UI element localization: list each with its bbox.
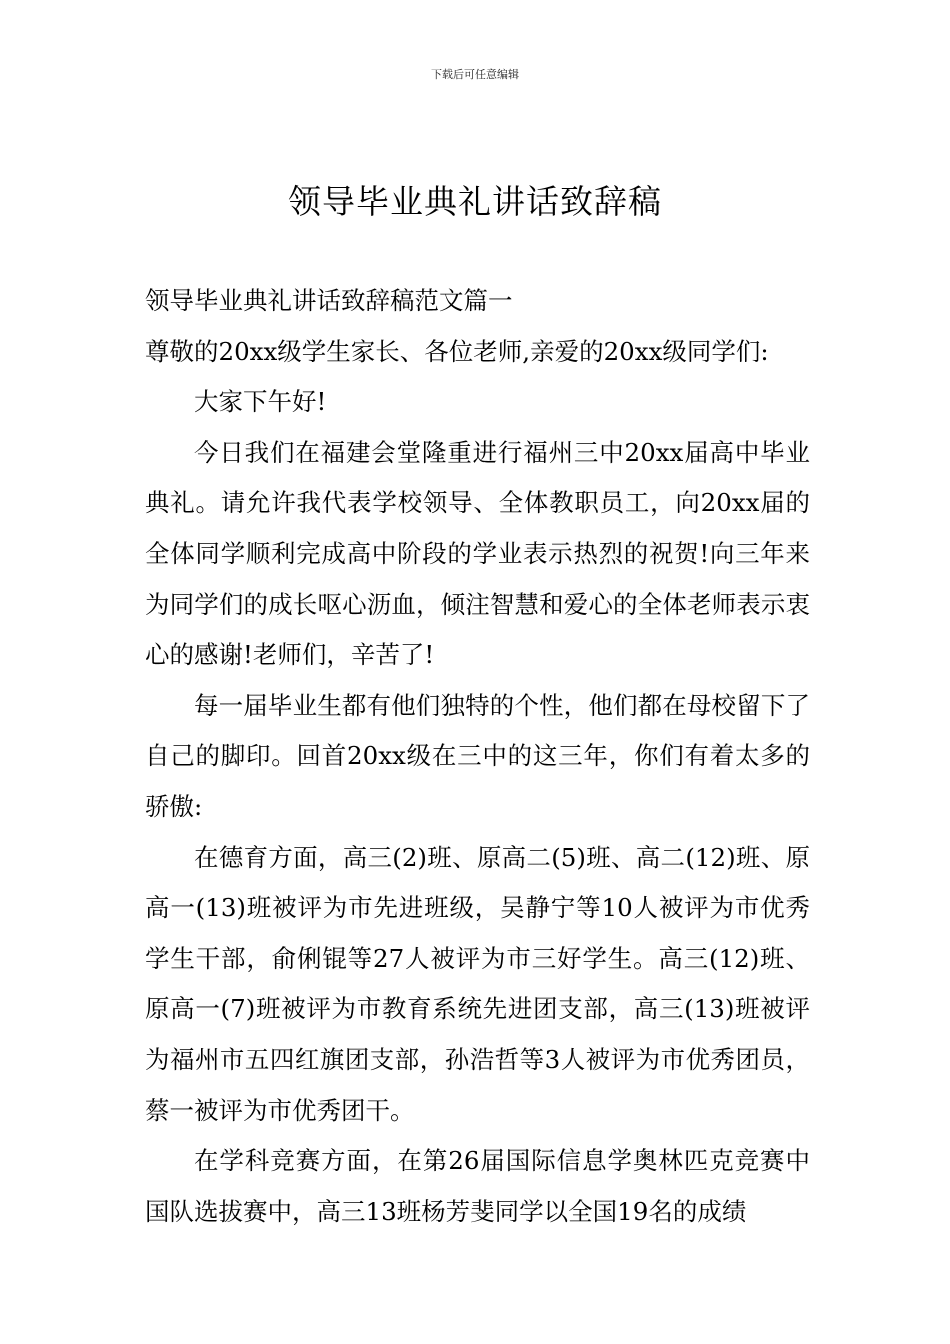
document-title: 领导毕业典礼讲话致辞稿	[288, 182, 662, 221]
document-body	[145, 276, 810, 1237]
paragraph-greeting: 大家下午好!	[194, 387, 327, 417]
paragraph-competitions: 在学科竞赛方面，在第26届国际信息学奥林匹克竞赛中国队选拔赛中，高三13班杨芳斐同学以全国19名的成绩	[145, 1146, 810, 1226]
header-note: 下载后可任意编辑	[431, 68, 519, 81]
paragraph-moral-education: 在德育方面，高三(2)班、原高二(5)班、高二(12)班、原高一(13)班被评为市先进班级，吴静宁等10人被评为市优秀学生干部，俞俐锟等27人被评为市三好学生。高三(12)班、原高一(7)班被评为市教育系统先进团支部，高三(13)班被评为福州市五四红旗团支部，孙浩哲等3人被评为市优秀团员，蔡一被评为市优秀团干。	[145, 842, 810, 1125]
paragraph-congratulations: 今日我们在福建会堂隆重进行福州三中20xx届高中毕业典礼。请允许我代表学校领导、全体教职员工，向20xx届的全体同学顺利完成高中阶段的学业表示热烈的祝贺!向三年来为同学们的成长呕心沥血，倾注智慧和爱心的全体老师表示衷心的感谢!老师们，辛苦了!	[145, 437, 810, 670]
document-subtitle: 领导毕业典礼讲话致辞稿范文篇一	[145, 286, 513, 315]
paragraph-reflection: 每一届毕业生都有他们独特的个性，他们都在母校留下了自己的脚印。回首20xx级在三中的这三年，你们有着太多的骄傲:	[145, 690, 810, 821]
salutation: 尊敬的20xx级学生家长、各位老师,亲爱的20xx级同学们:	[145, 336, 769, 366]
